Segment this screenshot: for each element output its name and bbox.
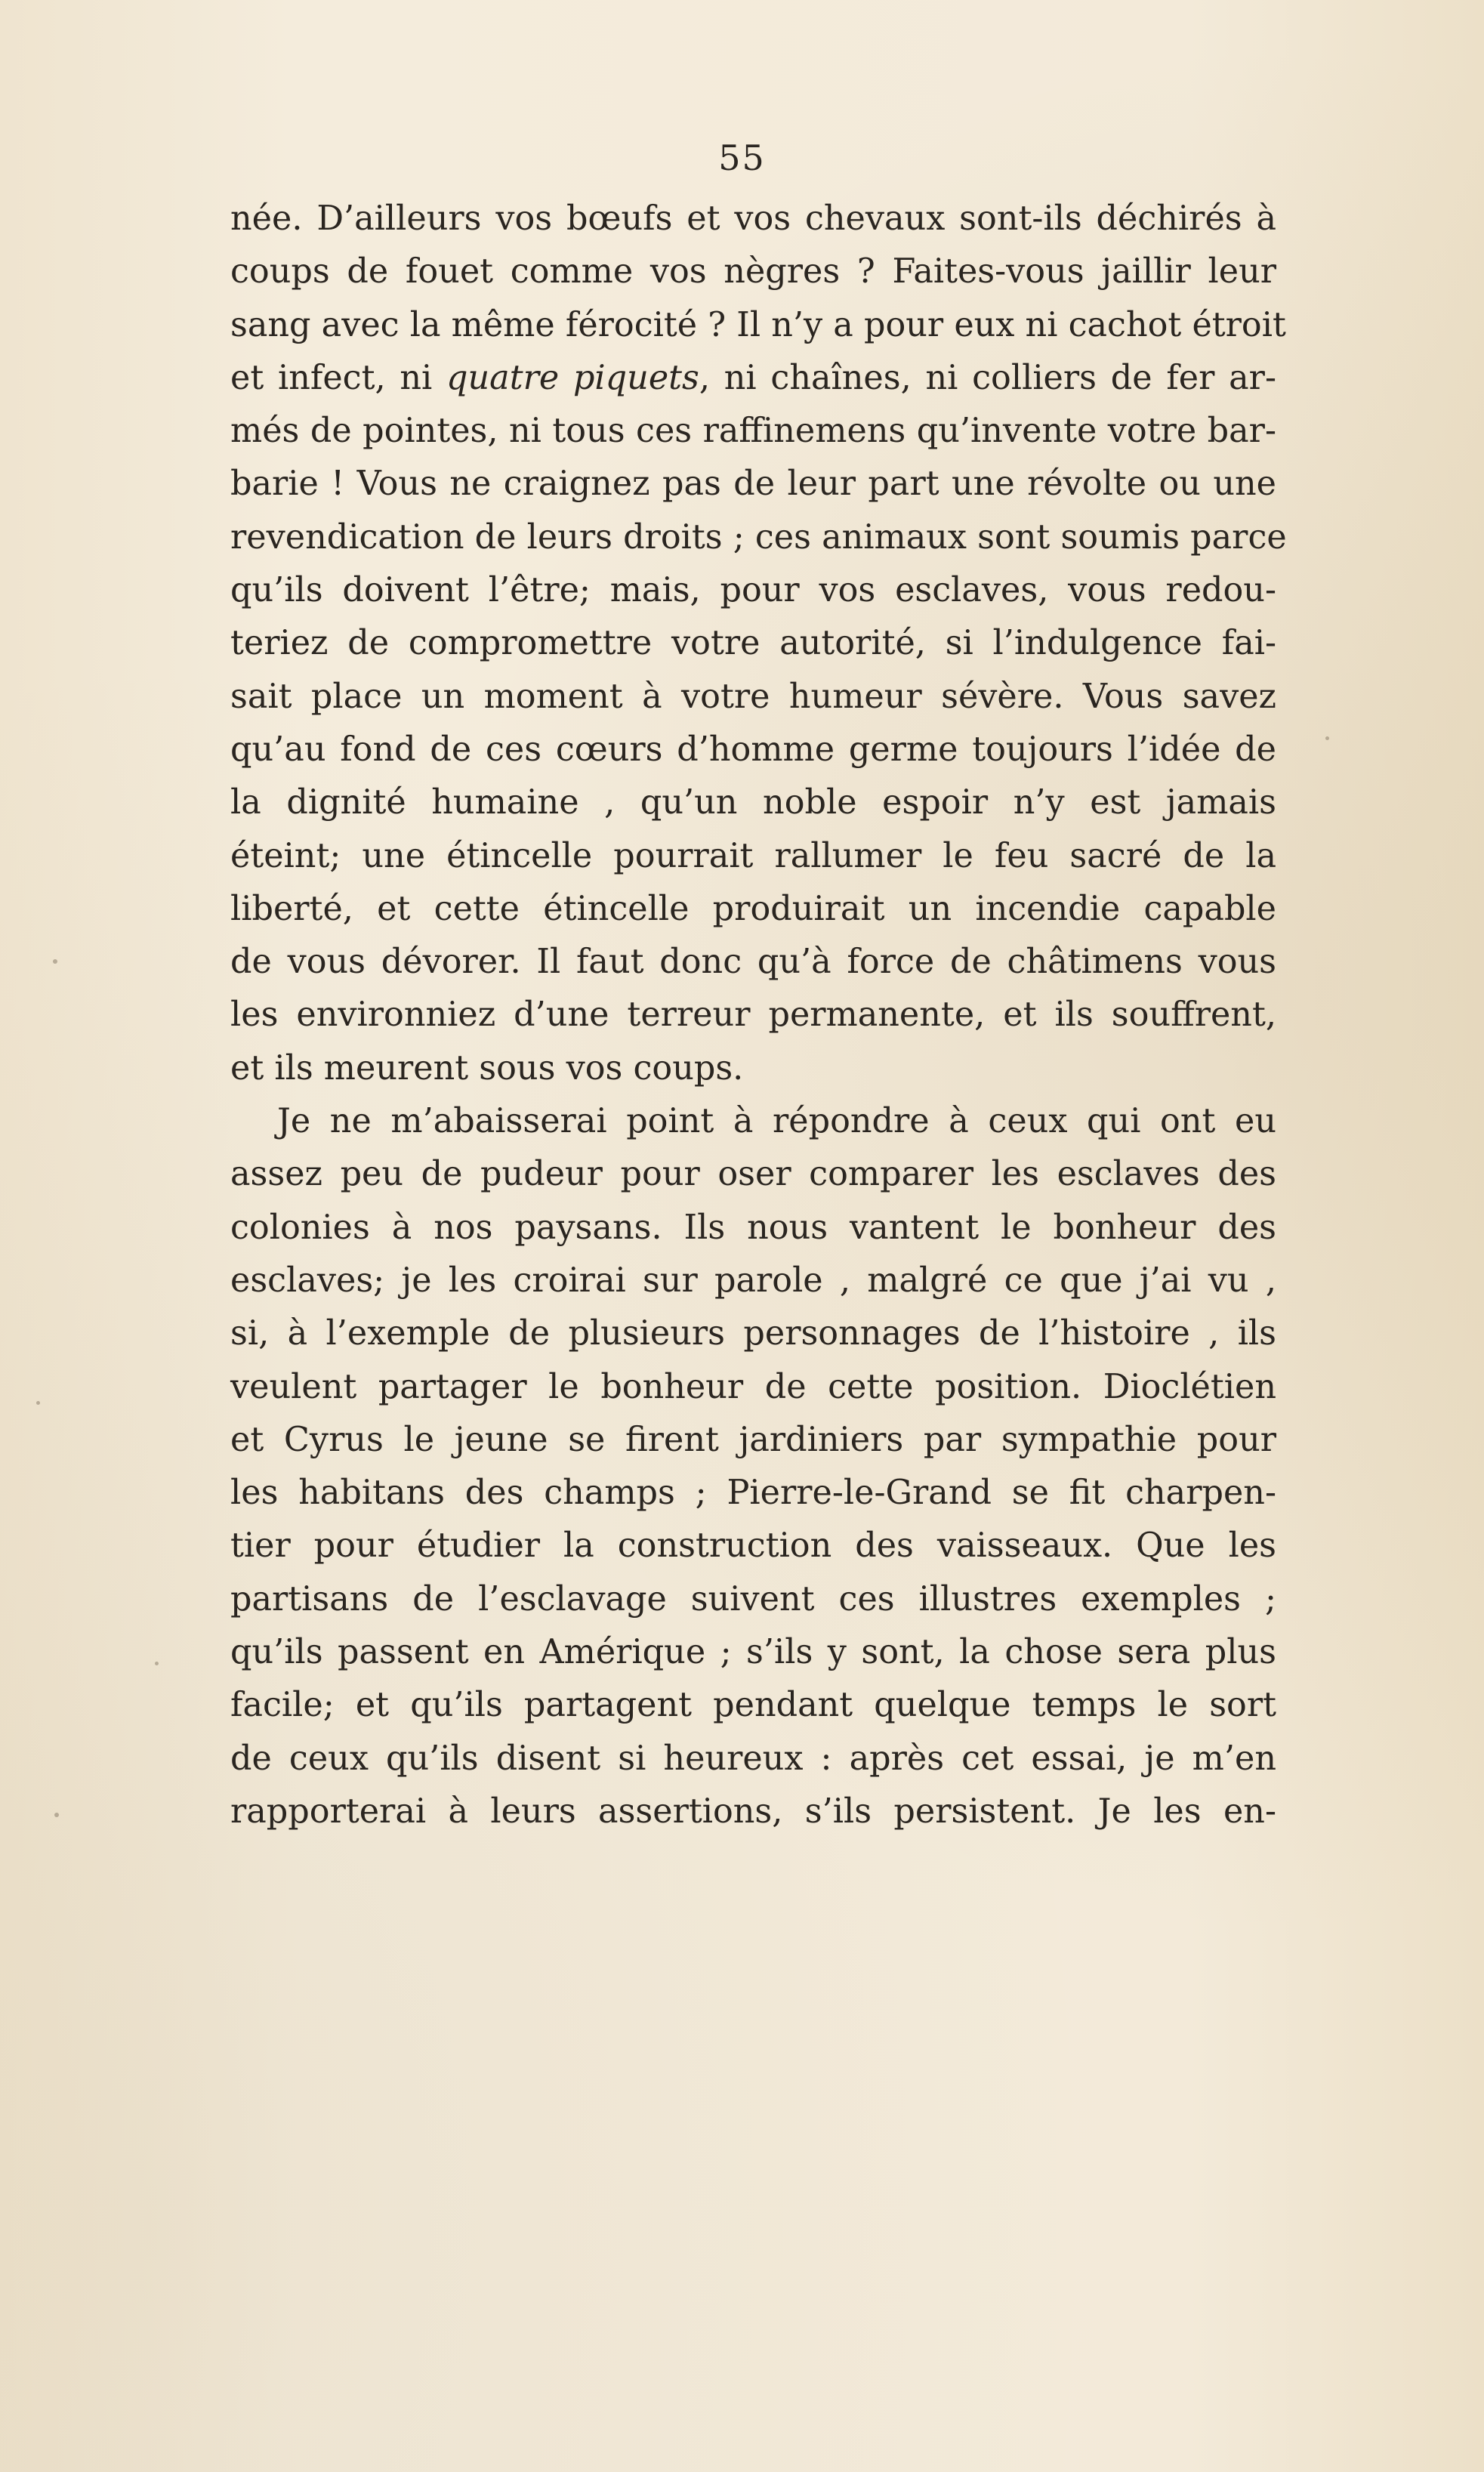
text-line: de ceux qu’ils disent si heureux : après cet essai, je m’en [230, 1739, 1276, 1778]
page-number: 55 [718, 137, 766, 178]
text-line: teriez de compromettre votre autorité, si l’indulgence fai- [230, 624, 1276, 663]
text-fragment: et infect, ni [230, 358, 447, 397]
text-line: sait place un moment à votre humeur sévère. Vous savez [230, 677, 1276, 716]
paper-speck [36, 1401, 40, 1405]
text-line: esclaves; je les croirai sur parole , malgré ce que j’ai vu , [230, 1261, 1276, 1300]
text-line: liberté, et cette étincelle produirait un incendie capable [230, 889, 1276, 928]
text-line: qu’ils passent en Amérique ; s’ils y sont, la chose sera plus [230, 1633, 1276, 1672]
text-line: née. D’ailleurs vos bœufs et vos chevaux sont-ils déchirés à [230, 199, 1276, 238]
italic-phrase: quatre piquets [446, 358, 699, 397]
text-line: Je ne m’abaisserai point à répondre à ceux qui ont eu [277, 1102, 1276, 1141]
paragraph-1 [230, 193, 1287, 1095]
text-line: barie ! Vous ne craignez pas de leur part une révolte ou une [230, 464, 1276, 504]
text-line: et Cyrus le jeune se firent jardiniers par sympathie pour [230, 1420, 1276, 1459]
body-text [230, 193, 1287, 1838]
text-line: de vous dévorer. Il faut donc qu’à force de châtimens vous [230, 943, 1276, 982]
paper-speck [53, 959, 57, 964]
text-line: colonies à nos paysans. Ils nous vantent le bonheur des [230, 1208, 1276, 1247]
text-line: qu’au fond de ces cœurs d’homme germe toujours l’idée de [230, 730, 1276, 769]
text-line: facile; et qu’ils partagent pendant quelque temps le sort [230, 1686, 1276, 1725]
text-line: les habitans des champs ; Pierre-le-Grand se fit charpen- [230, 1474, 1276, 1513]
text-line [230, 352, 1276, 405]
text-line: revendication de leurs droits ; ces animaux sont soumis parce [230, 517, 1287, 557]
paper-speck [1325, 736, 1329, 740]
text-line: si, à l’exemple de plusieurs personnages de l’histoire , ils [230, 1314, 1276, 1353]
text-line: qu’ils doivent l’être; mais, pour vos esclaves, vous redou- [230, 571, 1276, 610]
text-line: assez peu de pudeur pour oser comparer les esclaves des [230, 1155, 1276, 1194]
text-line: sang avec la même férocité ? Il n’y a pour eux ni cachot étroit [230, 305, 1286, 344]
text-fragment: , ni chaînes, ni colliers de fer ar- [699, 358, 1276, 397]
paragraph-2 [230, 1095, 1276, 1838]
paper-speck [54, 1813, 59, 1817]
paper-speck [155, 1662, 159, 1665]
text-line: coups de fouet comme vos nègres ? Faites-vous jaillir leur [230, 252, 1276, 292]
text-line: tier pour étudier la construction des vaisseaux. Que les [230, 1526, 1276, 1566]
text-line: la dignité humaine , qu’un noble espoir n’y est jamais [230, 783, 1276, 822]
text-line: més de pointes, ni tous ces raffinemens qu’invente votre bar- [230, 412, 1276, 451]
text-line: les environniez d’une terreur permanente, et ils souffrent, [230, 995, 1276, 1035]
text-line: veulent partager le bonheur de cette position. Dioclétien [230, 1367, 1276, 1406]
text-line: éteint; une étincelle pourrait rallumer le feu sacré de la [230, 836, 1276, 875]
text-line: rapporterai à leurs assertions, s’ils persistent. Je les en- [230, 1792, 1276, 1831]
text-line: et ils meurent sous vos coups. [230, 1048, 744, 1088]
text-line: partisans de l’esclavage suivent ces illustres exemples ; [230, 1579, 1276, 1619]
